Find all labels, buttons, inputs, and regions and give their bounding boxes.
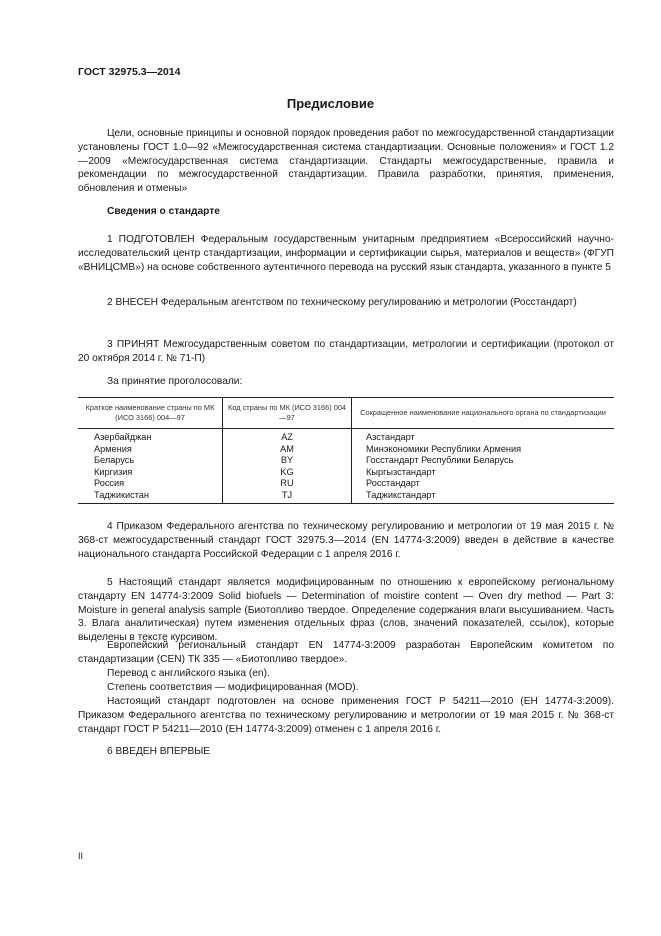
body-cell: Азстандарт	[352, 429, 615, 444]
intro-paragraph: Цели, основные принципы и основной порядок проведения работ по межгосударственной стандартизации установлены ГОСТ 1.0—92 «Межгосударственная система стандартизации. Основные положения» и ГОСТ 1.2—2009 «Межгосударственная система стандартизации. Стандарты межгосударственные, правила и рекомендации по межгосударственной стандартизации. Правила разработки, принятия, применения, обновления и отмены»	[78, 128, 614, 195]
table-row	[78, 467, 614, 479]
country-cell: Беларусь	[94, 455, 135, 465]
info-heading: Сведения о стандарте	[107, 206, 220, 217]
item-3: 3 ПРИНЯТ Межгосударственным советом по стандартизации, метрологии и сертификации (протокол от 20 октября 2014 г. № 71-П)	[78, 339, 614, 364]
item-5: 5 Настоящий стандарт является модифицированным по отношению к европейскому региональному стандарту EN 14774-3:2009 Solid biofuels — Determination of moistire content — Oven dry method — Part 3: Moisture in general analysis sample (Биотопливо твердое. Определение содержания влаги высушиванием. Часть 3. Влага аналитическая) путем изменения отдельных фраз (слов, значений показателей, ссылок), которые выделены в тексте курсивом.	[78, 577, 614, 644]
item-4: 4 Приказом Федерального агентства по техническому регулированию и метрологии от 19 мая 2015 г. № 368-ст межгосударственный стандарт ГОСТ 32975.3—2014 (EN 14774-3:2009) введен в действие в качестве национального стандарта Российской Федерации с 1 апреля 2016 г.	[78, 521, 614, 560]
code-cell: AM	[223, 444, 352, 456]
table-row	[78, 444, 614, 456]
item-6: 6 ВВЕДЕН ВПЕРВЫЕ	[107, 746, 211, 757]
document-header: ГОСТ 32975.3—2014	[78, 66, 181, 78]
code-cell: TJ	[223, 490, 352, 504]
header-body: Сокращенное наименование национального органа по стандартизации	[352, 398, 615, 429]
voted-label: За принятие проголосовали:	[107, 376, 243, 387]
body-cell: Росстандарт	[352, 478, 615, 490]
country-cell: Таджикистан	[78, 490, 223, 504]
voting-table	[78, 397, 614, 504]
body-cell: Госстандарт Республики Беларусь	[352, 455, 615, 467]
code-cell: AZ	[223, 429, 352, 444]
page-number: II	[78, 851, 84, 861]
code-cell: KG	[223, 467, 352, 479]
table-row	[78, 478, 614, 490]
table-row	[78, 455, 614, 467]
table-header-row	[78, 398, 614, 429]
body-cell: Кыргызстандарт	[352, 467, 615, 479]
country-cell: Россия	[94, 478, 125, 488]
code-cell: BY	[223, 455, 352, 467]
body-cell: Таджикстандарт	[352, 490, 615, 504]
item-5-paragraph-5: Настоящий стандарт подготовлен на основе применения ГОСТ Р 54211—2010 (EH 14774-3:2009). Приказом Федерального агентства по техническому регулированию и метрологии от 19 мая 2015 г. № 368-ст стандарт ГОСТ Р 54211—2010 (EH 14774-3:2009) отменен с 1 апреля 2016 г.	[78, 696, 614, 735]
item-5-paragraph-4: Степень соответствия — модифицированная (MOD).	[107, 682, 359, 693]
country-cell: Киргизия	[94, 466, 133, 477]
header-code: Код страны по МК (ИСО 3166) 004—97	[223, 398, 352, 429]
item-5-paragraph-3: Перевод с английского языка (en).	[107, 668, 270, 679]
item-2: 2 ВНЕСЕН Федеральным агентством по техническому регулированию и метрологии (Росстандарт)	[107, 297, 577, 308]
country-cell: Азербайджан	[94, 432, 152, 442]
table-row	[78, 490, 614, 504]
code-cell: RU	[223, 478, 352, 490]
header-country: Краткое наименование страны по МК (ИСО 3166) 004—97	[78, 398, 223, 429]
country-cell: Армения	[94, 443, 132, 454]
table-row	[78, 429, 614, 444]
item-5-paragraph-2: Европейский региональный стандарт EN 14774-3:2009 разработан Европейским комитетом по стандартизации (CEN) ТК 335 — «Биотопливо твердое».	[78, 640, 614, 665]
body-cell: Минэкономики Республики Армения	[352, 444, 615, 456]
page-title: Предисловие	[286, 96, 375, 111]
item-1: 1 ПОДГОТОВЛЕН Федеральным государственным унитарным предприятием «Всероссийский научно-исследовательский центр стандартизации, информации и сертификации сырья, материалов и веществ» (ФГУП «ВНИЦСМВ») на основе собственного аутентичного перевода на русский язык стандарта, указанного в пункте 5	[78, 234, 614, 273]
